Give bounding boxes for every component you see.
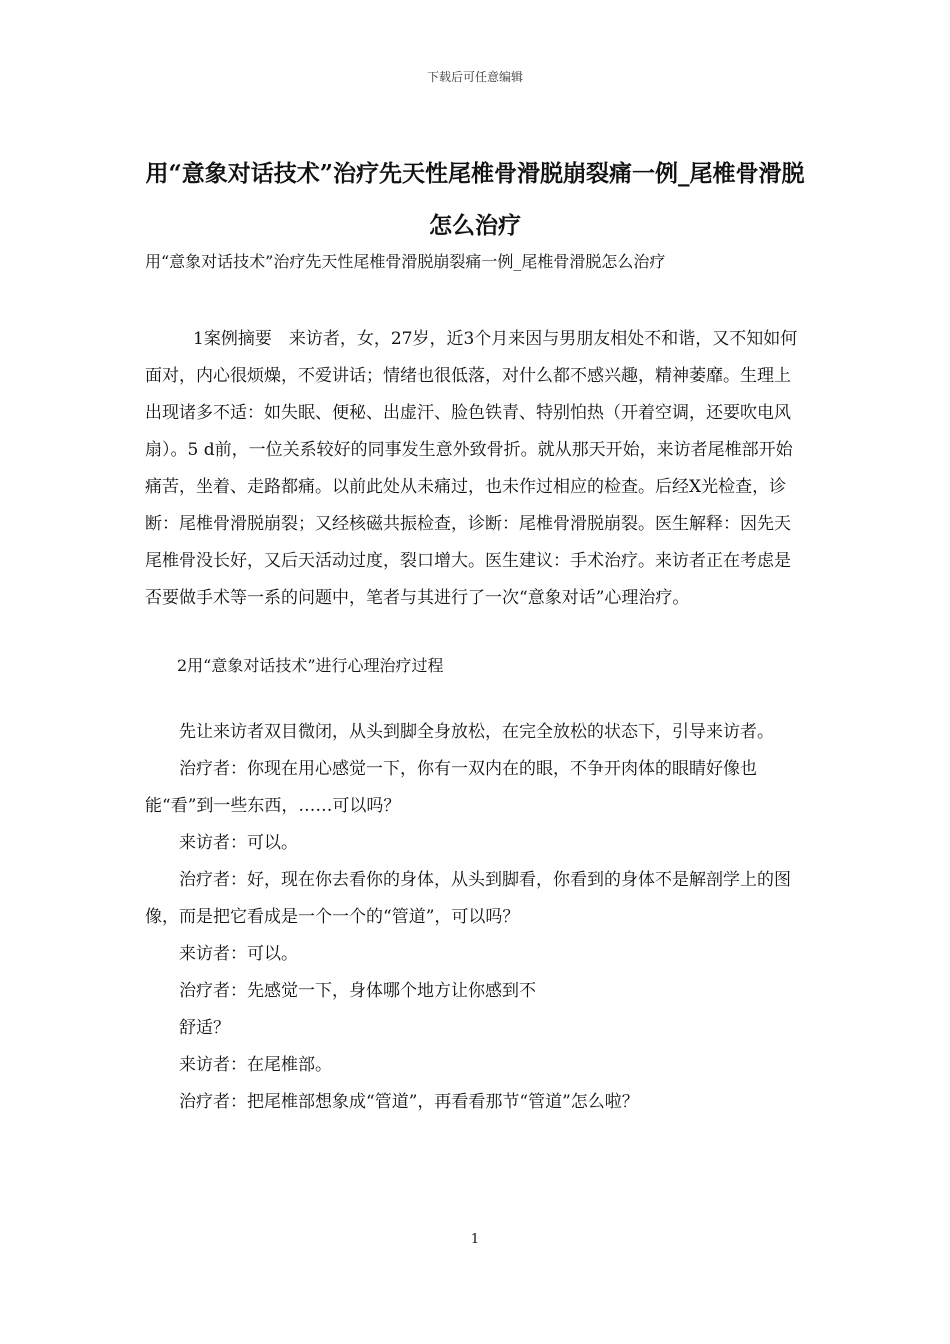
section-heading: 2用“意象对话技术”进行心理治疗过程 xyxy=(177,656,444,675)
dialogue-line: 治疗者：先感觉一下，身体哪个地方让你感到不 xyxy=(179,981,536,1001)
document-subtitle: 用“意象对话技术”治疗先天性尾椎骨滑脱崩裂痛一例_尾椎骨滑脱怎么治疗 xyxy=(145,252,666,271)
intro-paragraph: 先让来访者双目微闭，从头到脚全身放松，在完全放松的状态下，引导来访者。 xyxy=(179,722,774,742)
dialogue-line: 治疗者：你现在用心感觉一下，你有一双内在的眼，不争开肉体的眼睛好像也能“看”到一些东西，……可以吗？ xyxy=(145,759,757,816)
dialogue-line: 治疗者：好，现在你去看你的身体，从头到脚看，你看到的身体不是解剖学上的图像，而是把它看成是一个一个的“管道”，可以吗？ xyxy=(145,870,791,927)
page-number: 1 xyxy=(470,1232,480,1247)
dialogue-line: 治疗者：把尾椎部想象成“管道”，再看看那节“管道”怎么啦？ xyxy=(179,1092,639,1112)
dialogue-line: 来访者：在尾椎部。 xyxy=(179,1055,332,1075)
case-summary-paragraph: 1案例摘要 来访者，女，27岁，近3个月来因与男朋友相处不和谐，又不知如何面对，内心很烦燥，不爱讲话；情绪也很低落，对什么都不感兴趣，精神萎靡。生理上出现诸多不适：如失眠、便秘、出虚汗、脸色铁青、特别怕热（开着空调，还要吹电风扇）。5 d前，一位关系较好的同事发生意外致骨折。就从那天开始，来访者尾椎部开始痛苦，坐着、走路都痛。以前此处从未痛过，也未作过相应的检查。后经X光检查，诊断：尾椎骨滑脱崩裂；又经核磁共振检查，诊断：尾椎骨滑脱崩裂。医生解释：因先天尾椎骨没长好，又后天活动过度，裂口增大。医生建议：手术治疗。来访者正在考虑是否要做手术等一系的问题中，笔者与其进行了一次“意象对话”心理治疗。 xyxy=(145,329,798,608)
dialogue-line-continuation: 舒适？ xyxy=(179,1018,230,1038)
dialogue-line: 来访者：可以。 xyxy=(179,944,298,964)
document-title: 用“意象对话技术”治疗先天性尾椎骨滑脱崩裂痛一例_尾椎骨滑脱怎么治疗 xyxy=(145,160,805,239)
header-note: 下载后可任意编辑 xyxy=(426,70,523,84)
document-body xyxy=(145,321,807,1121)
dialogue-line: 来访者：可以。 xyxy=(179,833,298,853)
